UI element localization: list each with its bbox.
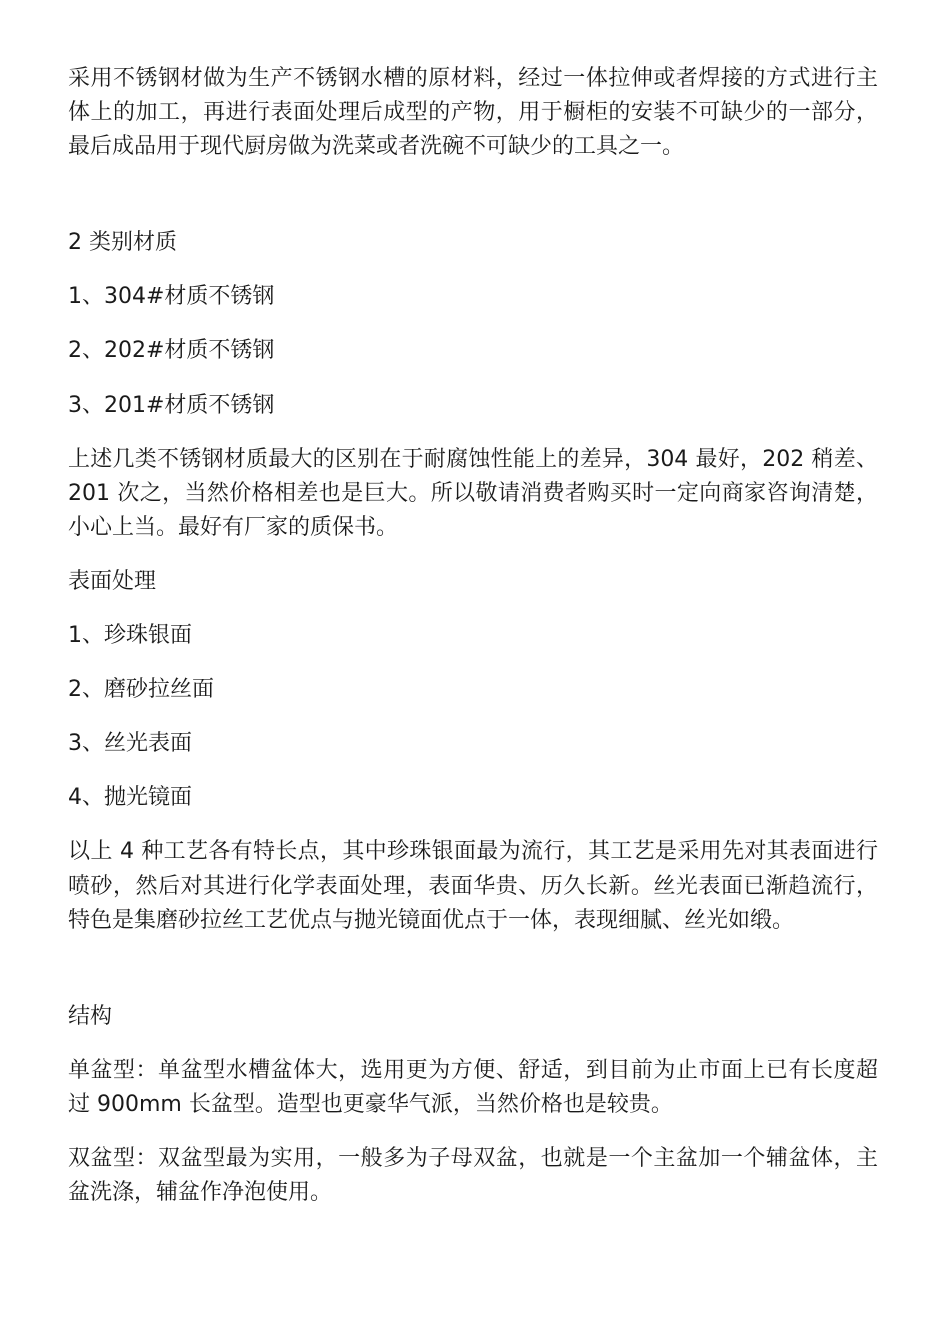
intro-paragraph: 采用不锈钢材做为生产不锈钢水槽的原材料，经过一体拉伸或者焊接的方式进行主体上的加工，再进行表面处理后成型的产物，用于橱柜的安装不可缺少的一部分，最后成品用于现代厨房做为洗菜或者洗碗不可缺少的工具之一。 — [68, 66, 878, 160]
surface-heading: 表面处理 — [68, 568, 157, 594]
surface-item-brushed: 2、磨砂拉丝面 — [68, 677, 214, 703]
surface-note: 以上 4 种工艺各有特长点，其中珍珠银面最为流行，其工艺是采用先对其表面进行喷砂，然后对其进行化学表面处理，表面华贵、历久长新。丝光表面已渐趋流行，特色是集磨砂拉丝工艺优点与抛光镜面优点于一体，表现细腻、丝光如缎。 — [68, 839, 878, 933]
document-page — [68, 62, 878, 1210]
structure-heading: 结构 — [68, 1003, 113, 1029]
material-item-304: 1、304#材质不锈钢 — [68, 284, 275, 310]
structure-double-basin: 双盆型：双盆型最为实用，一般多为子母双盆，也就是一个主盆加一个辅盆体，主盆洗涤，辅盆作净泡使用。 — [68, 1145, 878, 1206]
surface-item-mirror: 4、抛光镜面 — [68, 785, 192, 811]
surface-item-pearl: 1、珍珠银面 — [68, 623, 192, 649]
material-item-201: 3、201#材质不锈钢 — [68, 392, 275, 418]
surface-item-silk: 3、丝光表面 — [68, 731, 192, 757]
structure-single-basin: 单盆型：单盆型水槽盆体大，选用更为方便、舒适，到目前为止市面上已有长度超过 900mm 长盆型。造型也更豪华气派，当然价格也是较贵。 — [68, 1057, 878, 1117]
materials-note: 上述几类不锈钢材质最大的区别在于耐腐蚀性能上的差异，304 最好，202 稍差、201 次之，当然价格相差也是巨大。所以敬请消费者购买时一定向商家咨询清楚，小心上当。最好有厂家的质保书。 — [68, 446, 878, 540]
materials-heading: 2 类别材质 — [68, 230, 177, 256]
material-item-202: 2、202#材质不锈钢 — [68, 338, 275, 364]
